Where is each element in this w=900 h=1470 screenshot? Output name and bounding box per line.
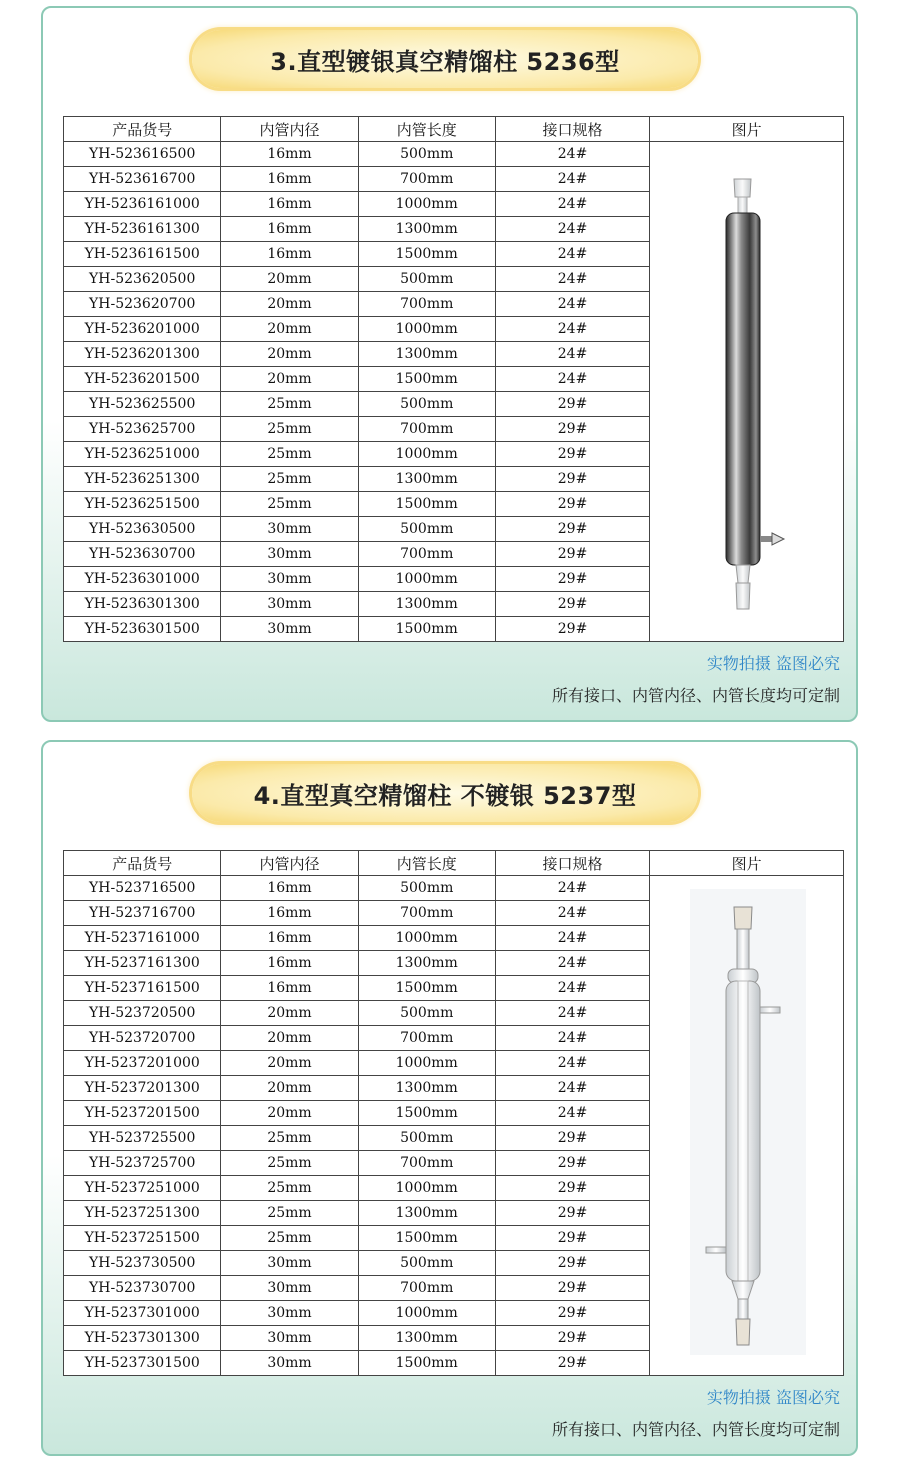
inner-length: 700mm bbox=[358, 542, 495, 567]
product-code: YH-5237201000 bbox=[64, 1051, 221, 1076]
section-title: 3.直型镀银真空精馏柱 5236型 bbox=[192, 30, 698, 88]
joint-spec: 29# bbox=[495, 1276, 649, 1301]
joint-spec: 29# bbox=[495, 1301, 649, 1326]
joint-spec: 29# bbox=[495, 542, 649, 567]
product-code: YH-523630500 bbox=[64, 517, 221, 542]
inner-diameter: 30mm bbox=[221, 1276, 358, 1301]
joint-spec: 24# bbox=[495, 242, 649, 267]
inner-length: 1300mm bbox=[358, 592, 495, 617]
inner-diameter: 30mm bbox=[221, 1351, 358, 1376]
joint-spec: 24# bbox=[495, 192, 649, 217]
inner-diameter: 16mm bbox=[221, 951, 358, 976]
inner-diameter: 25mm bbox=[221, 492, 358, 517]
inner-length: 700mm bbox=[358, 167, 495, 192]
product-code: YH-5236251000 bbox=[64, 442, 221, 467]
inner-diameter: 30mm bbox=[221, 592, 358, 617]
product-code: YH-5236301000 bbox=[64, 567, 221, 592]
clear-vacuum-column-image bbox=[652, 877, 842, 1375]
inner-length: 500mm bbox=[358, 517, 495, 542]
inner-length: 700mm bbox=[358, 901, 495, 926]
inner-diameter: 20mm bbox=[221, 267, 358, 292]
product-code: YH-5236161500 bbox=[64, 242, 221, 267]
inner-length: 500mm bbox=[358, 392, 495, 417]
inner-length: 1500mm bbox=[358, 242, 495, 267]
joint-spec: 29# bbox=[495, 442, 649, 467]
product-code: YH-523720700 bbox=[64, 1026, 221, 1051]
product-code: YH-5237201300 bbox=[64, 1076, 221, 1101]
inner-length: 1500mm bbox=[358, 492, 495, 517]
joint-spec: 29# bbox=[495, 392, 649, 417]
photo-notice: 实物拍摄 盗图必究 bbox=[706, 654, 840, 673]
inner-diameter: 25mm bbox=[221, 417, 358, 442]
product-card-5236 bbox=[41, 6, 858, 722]
joint-spec: 24# bbox=[495, 1101, 649, 1126]
inner-diameter: 20mm bbox=[221, 292, 358, 317]
joint-spec: 29# bbox=[495, 1251, 649, 1276]
inner-length: 500mm bbox=[358, 142, 495, 167]
inner-diameter: 20mm bbox=[221, 317, 358, 342]
product-code: YH-523730500 bbox=[64, 1251, 221, 1276]
customization-notice: 所有接口、内管内径、内管长度均可定制 bbox=[551, 1420, 840, 1439]
product-code: YH-5237251000 bbox=[64, 1176, 221, 1201]
inner-length: 700mm bbox=[358, 1151, 495, 1176]
inner-length: 1500mm bbox=[358, 1351, 495, 1376]
inner-diameter: 30mm bbox=[221, 1326, 358, 1351]
joint-spec: 29# bbox=[495, 567, 649, 592]
joint-spec: 29# bbox=[495, 1126, 649, 1151]
inner-length: 500mm bbox=[358, 267, 495, 292]
joint-spec: 29# bbox=[495, 417, 649, 442]
product-code: YH-5237251300 bbox=[64, 1201, 221, 1226]
inner-diameter: 20mm bbox=[221, 1076, 358, 1101]
inner-length: 1000mm bbox=[358, 567, 495, 592]
product-code: YH-5236201000 bbox=[64, 317, 221, 342]
inner-length: 1000mm bbox=[358, 442, 495, 467]
joint-spec: 24# bbox=[495, 1001, 649, 1026]
product-code: YH-5236251500 bbox=[64, 492, 221, 517]
inner-length: 1300mm bbox=[358, 1201, 495, 1226]
inner-length: 1000mm bbox=[358, 1301, 495, 1326]
inner-diameter: 16mm bbox=[221, 901, 358, 926]
inner-length: 1000mm bbox=[358, 317, 495, 342]
header-product-code: 产品货号 bbox=[64, 117, 221, 142]
inner-length: 1300mm bbox=[358, 467, 495, 492]
product-image-cell bbox=[650, 142, 844, 642]
header-joint-spec: 接口规格 bbox=[495, 117, 649, 142]
joint-spec: 29# bbox=[495, 492, 649, 517]
joint-spec: 29# bbox=[495, 617, 649, 642]
joint-spec: 24# bbox=[495, 217, 649, 242]
spec-table bbox=[63, 850, 844, 1376]
inner-length: 1300mm bbox=[358, 217, 495, 242]
table-header-row bbox=[64, 851, 844, 876]
section-title: 4.直型真空精馏柱 不镀银 5237型 bbox=[192, 764, 698, 822]
joint-spec: 24# bbox=[495, 342, 649, 367]
inner-diameter: 20mm bbox=[221, 367, 358, 392]
inner-length: 500mm bbox=[358, 1251, 495, 1276]
inner-diameter: 25mm bbox=[221, 1176, 358, 1201]
inner-diameter: 20mm bbox=[221, 1001, 358, 1026]
inner-length: 500mm bbox=[358, 1126, 495, 1151]
inner-diameter: 20mm bbox=[221, 342, 358, 367]
product-code: YH-5237161300 bbox=[64, 951, 221, 976]
joint-spec: 24# bbox=[495, 267, 649, 292]
inner-diameter: 25mm bbox=[221, 442, 358, 467]
product-code: YH-523730700 bbox=[64, 1276, 221, 1301]
product-code: YH-5236301500 bbox=[64, 617, 221, 642]
joint-spec: 24# bbox=[495, 142, 649, 167]
inner-length: 1500mm bbox=[358, 1226, 495, 1251]
joint-spec: 24# bbox=[495, 1026, 649, 1051]
joint-spec: 29# bbox=[495, 592, 649, 617]
product-code: YH-523625500 bbox=[64, 392, 221, 417]
joint-spec: 24# bbox=[495, 367, 649, 392]
header-image: 图片 bbox=[650, 117, 844, 142]
product-code: YH-523725700 bbox=[64, 1151, 221, 1176]
inner-diameter: 25mm bbox=[221, 1226, 358, 1251]
product-code: YH-523620500 bbox=[64, 267, 221, 292]
inner-diameter: 25mm bbox=[221, 1126, 358, 1151]
table-row bbox=[64, 876, 844, 901]
inner-length: 700mm bbox=[358, 1026, 495, 1051]
product-code: YH-523725500 bbox=[64, 1126, 221, 1151]
product-code: YH-5236161300 bbox=[64, 217, 221, 242]
product-code: YH-523616700 bbox=[64, 167, 221, 192]
inner-diameter: 20mm bbox=[221, 1026, 358, 1051]
joint-spec: 29# bbox=[495, 1176, 649, 1201]
header-joint-spec: 接口规格 bbox=[495, 851, 649, 876]
inner-length: 1000mm bbox=[358, 1051, 495, 1076]
joint-spec: 24# bbox=[495, 167, 649, 192]
inner-length: 1300mm bbox=[358, 342, 495, 367]
inner-length: 1500mm bbox=[358, 367, 495, 392]
inner-length: 500mm bbox=[358, 1001, 495, 1026]
inner-diameter: 30mm bbox=[221, 542, 358, 567]
product-code: YH-5236301300 bbox=[64, 592, 221, 617]
header-inner-length: 内管长度 bbox=[358, 117, 495, 142]
inner-length: 1000mm bbox=[358, 192, 495, 217]
joint-spec: 29# bbox=[495, 1351, 649, 1376]
inner-diameter: 16mm bbox=[221, 976, 358, 1001]
product-card-5237 bbox=[41, 740, 858, 1456]
product-code: YH-523620700 bbox=[64, 292, 221, 317]
joint-spec: 24# bbox=[495, 317, 649, 342]
product-code: YH-5236201300 bbox=[64, 342, 221, 367]
header-inner-length: 内管长度 bbox=[358, 851, 495, 876]
inner-diameter: 16mm bbox=[221, 926, 358, 951]
product-code: YH-5236251300 bbox=[64, 467, 221, 492]
header-inner-diameter: 内管内径 bbox=[221, 117, 358, 142]
inner-diameter: 25mm bbox=[221, 1201, 358, 1226]
inner-diameter: 16mm bbox=[221, 242, 358, 267]
product-code: YH-5237301500 bbox=[64, 1351, 221, 1376]
product-code: YH-5236161000 bbox=[64, 192, 221, 217]
inner-length: 700mm bbox=[358, 292, 495, 317]
product-code: YH-5237301000 bbox=[64, 1301, 221, 1326]
inner-diameter: 16mm bbox=[221, 876, 358, 901]
inner-length: 1500mm bbox=[358, 976, 495, 1001]
inner-length: 500mm bbox=[358, 876, 495, 901]
inner-length: 1300mm bbox=[358, 1326, 495, 1351]
joint-spec: 29# bbox=[495, 1226, 649, 1251]
product-code: YH-5237201500 bbox=[64, 1101, 221, 1126]
product-code: YH-5237251500 bbox=[64, 1226, 221, 1251]
table-row bbox=[64, 142, 844, 167]
product-code: YH-523630700 bbox=[64, 542, 221, 567]
inner-diameter: 16mm bbox=[221, 192, 358, 217]
header-image: 图片 bbox=[650, 851, 844, 876]
inner-length: 1000mm bbox=[358, 926, 495, 951]
inner-length: 1000mm bbox=[358, 1176, 495, 1201]
header-inner-diameter: 内管内径 bbox=[221, 851, 358, 876]
inner-diameter: 20mm bbox=[221, 1101, 358, 1126]
joint-spec: 29# bbox=[495, 1151, 649, 1176]
joint-spec: 24# bbox=[495, 1051, 649, 1076]
product-code: YH-523625700 bbox=[64, 417, 221, 442]
inner-length: 700mm bbox=[358, 417, 495, 442]
joint-spec: 24# bbox=[495, 926, 649, 951]
inner-diameter: 30mm bbox=[221, 517, 358, 542]
joint-spec: 29# bbox=[495, 517, 649, 542]
product-image-cell bbox=[650, 876, 844, 1376]
inner-length: 700mm bbox=[358, 1276, 495, 1301]
inner-diameter: 25mm bbox=[221, 467, 358, 492]
inner-diameter: 30mm bbox=[221, 1251, 358, 1276]
joint-spec: 24# bbox=[495, 901, 649, 926]
product-code: YH-5237161000 bbox=[64, 926, 221, 951]
inner-diameter: 20mm bbox=[221, 1051, 358, 1076]
joint-spec: 29# bbox=[495, 467, 649, 492]
product-code: YH-5237161500 bbox=[64, 976, 221, 1001]
product-code: YH-523716700 bbox=[64, 901, 221, 926]
joint-spec: 24# bbox=[495, 1076, 649, 1101]
inner-diameter: 30mm bbox=[221, 617, 358, 642]
silvered-vacuum-column-image bbox=[652, 143, 842, 641]
inner-diameter: 16mm bbox=[221, 217, 358, 242]
header-product-code: 产品货号 bbox=[64, 851, 221, 876]
joint-spec: 24# bbox=[495, 976, 649, 1001]
product-code: YH-5237301300 bbox=[64, 1326, 221, 1351]
product-code: YH-523616500 bbox=[64, 142, 221, 167]
inner-diameter: 30mm bbox=[221, 567, 358, 592]
joint-spec: 24# bbox=[495, 292, 649, 317]
joint-spec: 24# bbox=[495, 951, 649, 976]
product-code: YH-523716500 bbox=[64, 876, 221, 901]
customization-notice: 所有接口、内管内径、内管长度均可定制 bbox=[551, 686, 840, 705]
inner-length: 1300mm bbox=[358, 1076, 495, 1101]
joint-spec: 29# bbox=[495, 1201, 649, 1226]
inner-diameter: 16mm bbox=[221, 142, 358, 167]
joint-spec: 24# bbox=[495, 876, 649, 901]
photo-notice: 实物拍摄 盗图必究 bbox=[706, 1388, 840, 1407]
inner-length: 1500mm bbox=[358, 1101, 495, 1126]
table-header-row bbox=[64, 117, 844, 142]
product-code: YH-5236201500 bbox=[64, 367, 221, 392]
product-code: YH-523720500 bbox=[64, 1001, 221, 1026]
inner-diameter: 25mm bbox=[221, 392, 358, 417]
spec-table bbox=[63, 116, 844, 642]
inner-length: 1300mm bbox=[358, 951, 495, 976]
joint-spec: 29# bbox=[495, 1326, 649, 1351]
inner-length: 1500mm bbox=[358, 617, 495, 642]
inner-diameter: 25mm bbox=[221, 1151, 358, 1176]
inner-diameter: 16mm bbox=[221, 167, 358, 192]
inner-diameter: 30mm bbox=[221, 1301, 358, 1326]
